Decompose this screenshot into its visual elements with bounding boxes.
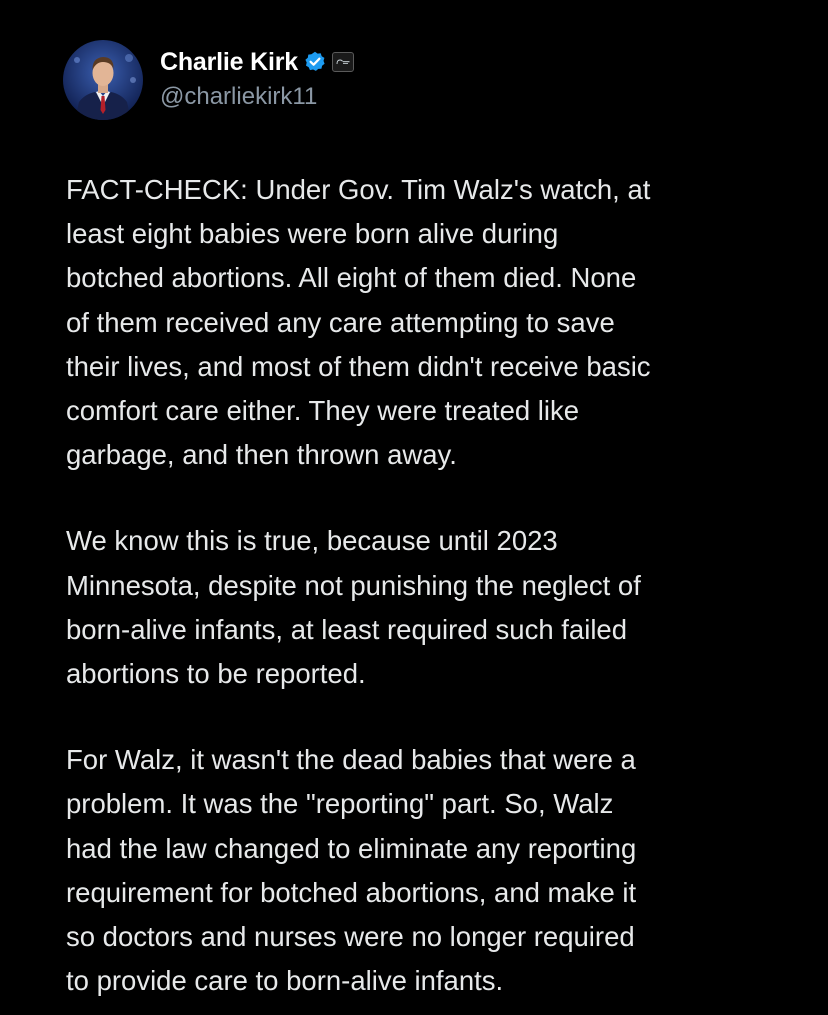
post-paragraph: FACT-CHECK: Under Gov. Tim Walz's watch, at least eight babies were born alive during botched abortions. All eight of them died. None of them received any care attempting to save their lives, and most of them didn't receive basic comfort care either. They were treated like garbage, and then thrown away. [66, 174, 651, 471]
post-paragraph: We know this is true, because until 2023 Minnesota, despite not punishing the neglect of born-alive infants, at least required such failed abortions to be reported. [66, 525, 641, 690]
post-body [66, 168, 766, 1003]
post-header [63, 40, 354, 120]
verified-badge-icon [304, 51, 326, 73]
organization-badge-icon[interactable] [332, 52, 354, 72]
author-identity [160, 45, 354, 111]
author-handle[interactable]: @charliekirk11 [160, 83, 318, 110]
display-name[interactable]: Charlie Kirk [160, 47, 298, 76]
avatar-image [63, 40, 143, 120]
name-row [160, 45, 354, 79]
post-paragraph: For Walz, it wasn't the dead babies that were a problem. It was the "reporting" part. So, Walz had the law changed to eliminate any reporting requirement for botched abortions, and make it so doctors and nurses were no longer required to provide care to born-alive infants. [66, 744, 637, 997]
avatar[interactable] [63, 40, 143, 120]
